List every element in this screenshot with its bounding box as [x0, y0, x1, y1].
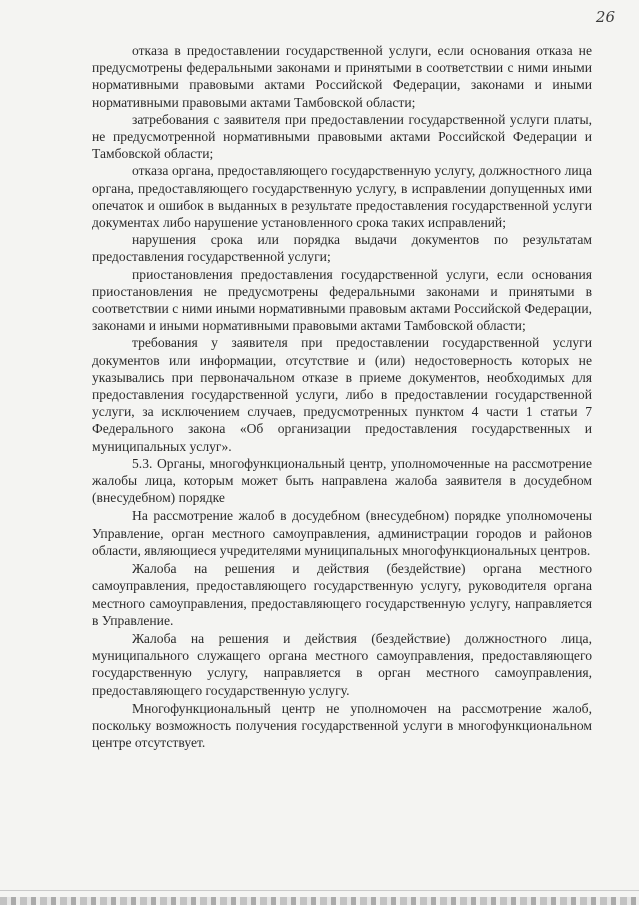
paragraph: Жалоба на решения и действия (бездействие) должностного лица, муниципального служащего органа местного самоуправления, предоставляющего государственную услугу, направляется в орган местного самоуправления, предоставляющего государственную услугу. — [92, 630, 592, 698]
scan-artifact-line — [0, 890, 639, 891]
scan-artifact-edge — [0, 897, 639, 905]
paragraph: нарушения срока или порядка выдачи документов по результатам предоставления государственной услуги; — [92, 232, 592, 265]
section-heading: 5.3. Органы, многофункциональный центр, уполномоченные на рассмотрение жалобы лица, которым может быть направлена жалоба заявителя в досудебном (внесудебном) порядке — [92, 455, 592, 506]
paragraph: требования у заявителя при предоставлении государственной услуги документов или информации, отсутствие и (или) недостоверность которых не указывались при первоначальном отказе в приеме документов, необходимых для предоставления государственной услуги, либо в предоставлении государственной услуги, за исключением случаев, предусмотренных пунктом 4 части 1 статьи 7 Федерального закона «Об организации предоставления государственных и муниципальных услуг». — [92, 335, 592, 454]
paragraph: отказа органа, предоставляющего государственную услугу, должностного лица органа, предоставляющего государственную услугу, в исправлении допущенных ими опечаток и ошибок в выданных в результате предоставления государственной услуги документах либо нарушение установленного срока таких исправлений; — [92, 163, 592, 231]
body-text — [92, 42, 592, 751]
page-number: 26 — [595, 8, 615, 26]
paragraph: Многофункциональный центр не уполномочен на рассмотрение жалоб, поскольку возможность получения государственной услуги в многофункциональном центре отсутствует. — [92, 700, 592, 751]
paragraph: Жалоба на решения и действия (бездействие) органа местного самоуправления, предоставляющего государственную услугу, руководителя органа местного самоуправления, предоставляющего государственную услугу, направляется в Управление. — [92, 561, 592, 628]
paragraph: На рассмотрение жалоб в досудебном (внесудебном) порядке уполномочены Управление, орган местного самоуправления, администрации городов и районов области, являющиеся учредителями муниципальных многофункциональных центров. — [92, 508, 592, 558]
paragraph: приостановления предоставления государственной услуги, если основания приостановления не предусмотрены федеральными законами и принятыми в соответствии с ними иными нормативными правовым актами Российской Федерации, законами и иными нормативными правовыми актами Тамбовской области; — [92, 266, 592, 334]
paragraph: затребования с заявителя при предоставлении государственной услуги платы, не предусмотренной нормативными правовыми актами Российской Федерации и Тамбовской области; — [92, 111, 592, 162]
paragraph: отказа в предоставлении государственной услуги, если основания отказа не предусмотрены федеральными законами и принятыми в соответствии с ними иными нормативными правовыми актами Российской Федерации, законами и иными нормативными правовыми актами Тамбовской области; — [92, 43, 592, 110]
